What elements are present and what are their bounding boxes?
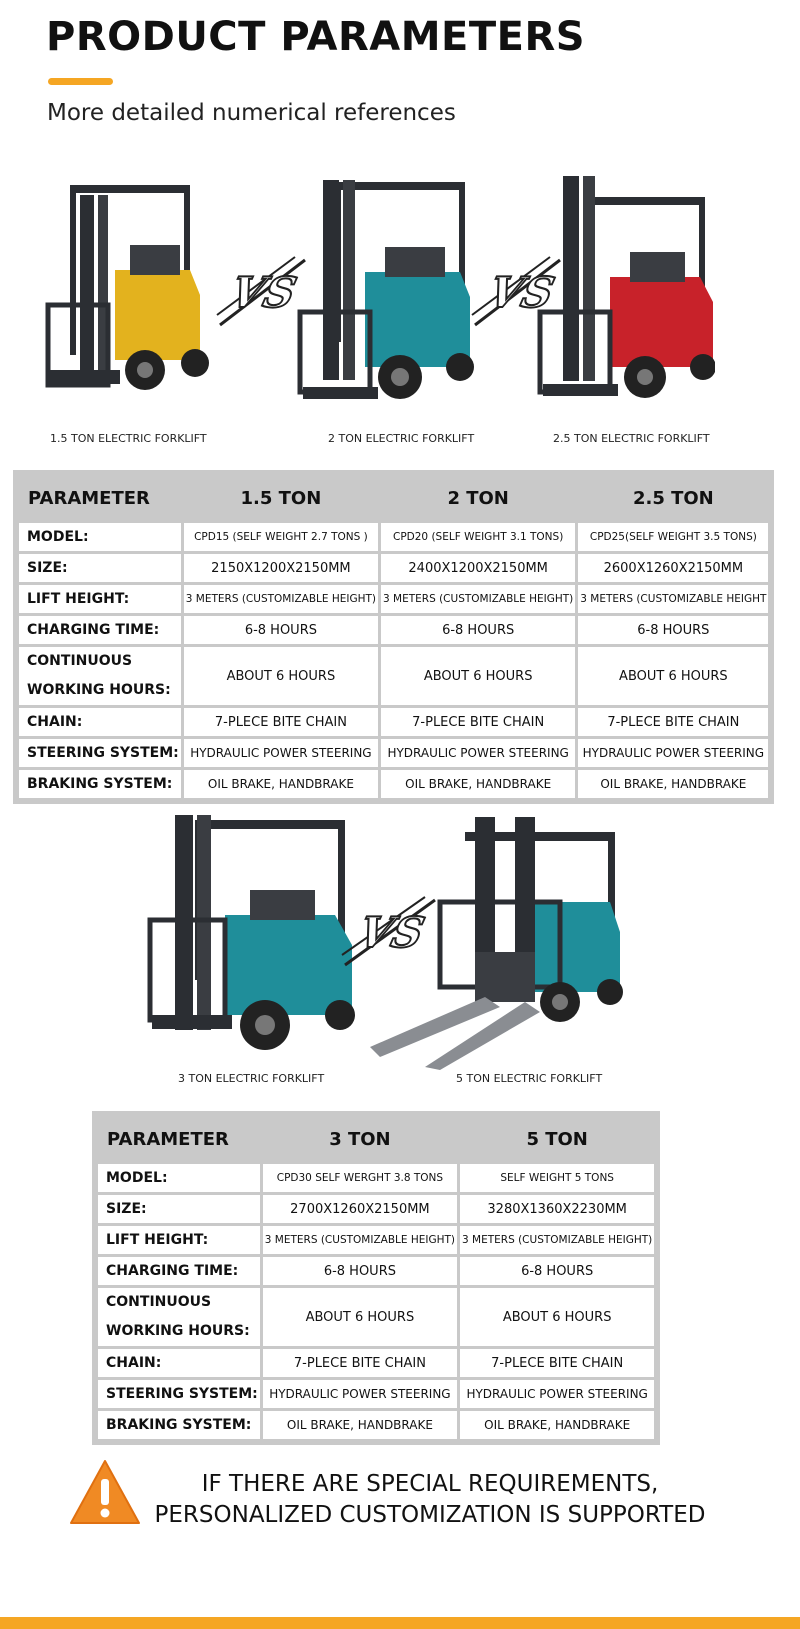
table-cell: ABOUT 6 HOURS (381, 647, 575, 705)
table-cell: 3 METERS (CUSTOMIZABLE HEIGHT) (460, 1226, 654, 1254)
page-title: PRODUCT PARAMETERS (46, 14, 586, 60)
table-cell: HYDRAULIC POWER STEERING (184, 739, 378, 767)
table-cell: OIL BRAKE, HANDBRAKE (184, 770, 378, 798)
table-cell: 6-8 HOURS (578, 616, 768, 644)
table-cell: 3 METERS (CUSTOMIZABLE HEIGHT) (381, 585, 575, 613)
forklift-caption: 2 TON ELECTRIC FORKLIFT (328, 432, 475, 445)
table-row (98, 1380, 654, 1408)
table-cell: 3 METERS (CUSTOMIZABLE HEIGHT) (184, 585, 378, 613)
row-label: CHAIN: (19, 708, 181, 736)
table-row (19, 554, 768, 582)
spec-table-1 (13, 470, 774, 804)
forklift-caption: 1.5 TON ELECTRIC FORKLIFT (50, 432, 207, 445)
table-row (98, 1164, 654, 1192)
table-cell: SELF WEIGHT 5 TONS (460, 1164, 654, 1192)
table-cell: 7-PLECE BITE CHAIN (184, 708, 378, 736)
table-cell: 7-PLECE BITE CHAIN (381, 708, 575, 736)
table-cell: 6-8 HOURS (381, 616, 575, 644)
table-row (19, 708, 768, 736)
table-row (98, 1288, 654, 1346)
table-cell: 6-8 HOURS (184, 616, 378, 644)
table-header-row (98, 1117, 654, 1161)
table-cell: HYDRAULIC POWER STEERING (381, 739, 575, 767)
table-cell: OIL BRAKE, HANDBRAKE (460, 1411, 654, 1439)
table-cell: 6-8 HOURS (263, 1257, 457, 1285)
row-label: CHARGING TIME: (19, 616, 181, 644)
notice-line-1: IF THERE ARE SPECIAL REQUIREMENTS, (201, 1471, 659, 1497)
table-cell: 3 METERS (CUSTOMIZABLE HEIGHT (578, 585, 768, 613)
row-label: SIZE: (98, 1195, 260, 1223)
notice-text (150, 1469, 710, 1531)
forklift-caption: 3 TON ELECTRIC FORKLIFT (178, 1072, 325, 1085)
table-cell: OIL BRAKE, HANDBRAKE (578, 770, 768, 798)
column-header: PARAMETER (98, 1117, 260, 1161)
column-header: 2 TON (381, 476, 575, 520)
forklift-image-2-ton (295, 172, 475, 412)
row-label: CHARGING TIME: (98, 1257, 260, 1285)
table-row (19, 616, 768, 644)
customization-notice (0, 1455, 800, 1545)
row-label: STEERING SYSTEM: (19, 739, 181, 767)
row-label: CHAIN: (98, 1349, 260, 1377)
table-row (19, 770, 768, 798)
table-row (98, 1257, 654, 1285)
table-cell: 3280X1360X2230MM (460, 1195, 654, 1223)
row-label: BRAKING SYSTEM: (19, 770, 181, 798)
column-header: 1.5 TON (184, 476, 378, 520)
table-cell: 6-8 HOURS (460, 1257, 654, 1285)
forklift-caption: 2.5 TON ELECTRIC FORKLIFT (553, 432, 710, 445)
title-accent-bar (48, 78, 113, 85)
row-label: MODEL: (19, 523, 181, 551)
spec-table-2 (92, 1111, 660, 1445)
column-header: 3 TON (263, 1117, 457, 1161)
table-cell: OIL BRAKE, HANDBRAKE (263, 1411, 457, 1439)
vs-label-3: VS (353, 908, 430, 957)
table-row (19, 647, 768, 705)
table-row (98, 1411, 654, 1439)
table-cell: ABOUT 6 HOURS (578, 647, 768, 705)
table-cell: HYDRAULIC POWER STEERING (263, 1380, 457, 1408)
row-label: BRAKING SYSTEM: (98, 1411, 260, 1439)
row-label: LIFT HEIGHT: (19, 585, 181, 613)
table-cell: ABOUT 6 HOURS (263, 1288, 457, 1346)
table-row (19, 739, 768, 767)
footer-accent-bar (0, 1617, 800, 1629)
vs-label-2: VS (483, 268, 560, 317)
table-cell: 2600X1260X2150MM (578, 554, 768, 582)
table-row (19, 523, 768, 551)
table-cell: CPD15 (SELF WEIGHT 2.7 TONS ) (184, 523, 378, 551)
table-row (98, 1195, 654, 1223)
table-cell: ABOUT 6 HOURS (460, 1288, 654, 1346)
row-label: STEERING SYSTEM: (98, 1380, 260, 1408)
table-cell: 7-PLECE BITE CHAIN (578, 708, 768, 736)
table-cell: 2150X1200X2150MM (184, 554, 378, 582)
row-label: SIZE: (19, 554, 181, 582)
forklift-image-3-ton (140, 810, 360, 1060)
row-label: MODEL: (98, 1164, 260, 1192)
table-cell: OIL BRAKE, HANDBRAKE (381, 770, 575, 798)
table-cell: HYDRAULIC POWER STEERING (578, 739, 768, 767)
table-cell: 2700X1260X2150MM (263, 1195, 457, 1223)
warning-icon (68, 1457, 142, 1527)
forklift-image-1-5-ton (40, 175, 215, 410)
table-cell: ABOUT 6 HOURS (184, 647, 378, 705)
table-cell: 7-PLECE BITE CHAIN (263, 1349, 457, 1377)
notice-line-2: PERSONALIZED CUSTOMIZATION IS SUPPORTED (154, 1502, 706, 1528)
table-row (19, 585, 768, 613)
row-label: CONTINUOUS WORKING HOURS: (19, 647, 181, 705)
table-cell: HYDRAULIC POWER STEERING (460, 1380, 654, 1408)
row-label: LIFT HEIGHT: (98, 1226, 260, 1254)
table-cell: CPD20 (SELF WEIGHT 3.1 TONS) (381, 523, 575, 551)
column-header: 5 TON (460, 1117, 654, 1161)
table-cell: CPD25(SELF WEIGHT 3.5 TONS) (578, 523, 768, 551)
page-subtitle: More detailed numerical references (47, 100, 456, 126)
table-cell: 2400X1200X2150MM (381, 554, 575, 582)
table-row (98, 1349, 654, 1377)
table-cell: 3 METERS (CUSTOMIZABLE HEIGHT) (263, 1226, 457, 1254)
table-header-row (19, 476, 768, 520)
forklift-caption: 5 TON ELECTRIC FORKLIFT (456, 1072, 603, 1085)
row-label: CONTINUOUS WORKING HOURS: (98, 1288, 260, 1346)
column-header: PARAMETER (19, 476, 181, 520)
table-cell: CPD30 SELF WERGHT 3.8 TONS (263, 1164, 457, 1192)
table-row (98, 1226, 654, 1254)
vs-label-1: VS (225, 268, 302, 317)
table-cell: 7-PLECE BITE CHAIN (460, 1349, 654, 1377)
column-header: 2.5 TON (578, 476, 768, 520)
